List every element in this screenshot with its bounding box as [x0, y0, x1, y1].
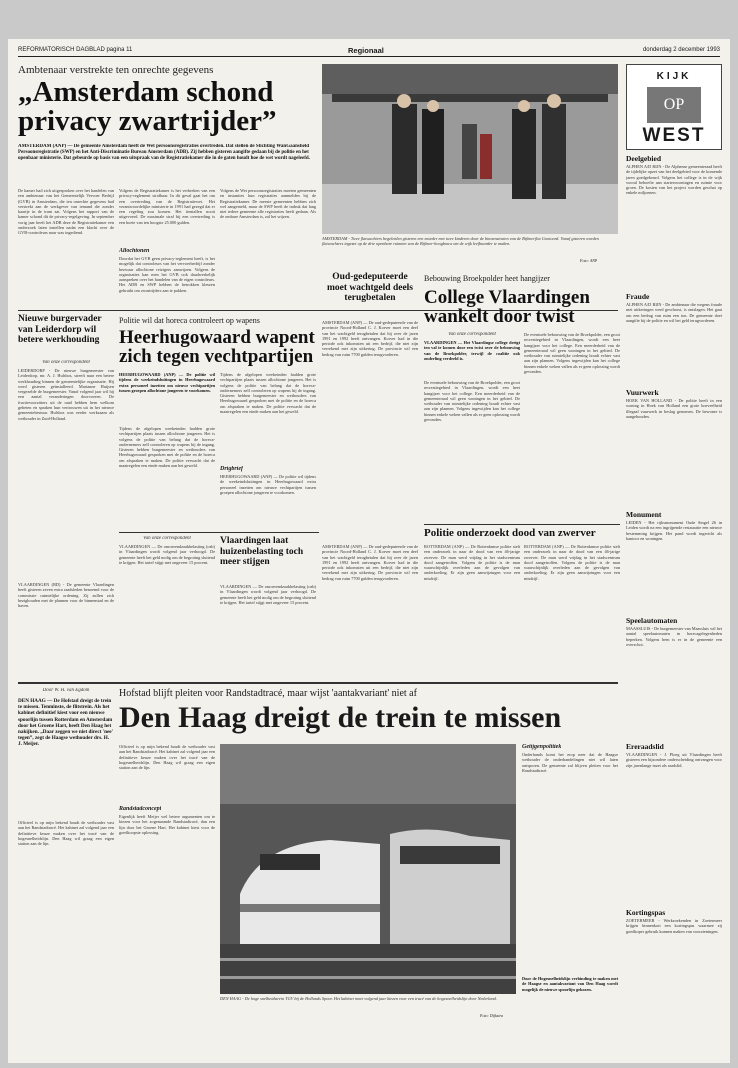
- photo1-credit: Foto: ANP: [580, 258, 598, 263]
- sidebar-title-6: Kortingspas: [626, 908, 666, 917]
- vlaar-body-2: De eventuele bebouwing van de Broekpolder, een groot recreatiegebied in Vlaardingen, wordt een heet hangijzer voor het college. Een meerderheid van de gemeenteraad wil geen woningen in het gebied. De wethouder van ruimtelijke ordening houdt echter vast aan zijn plannen. Volgens ingewijden kan het college binnen enkele weken vallen als er geen oplossing wordt gevonden.: [524, 332, 620, 375]
- leiderdorp-byline: Van onze correspondent: [42, 360, 90, 365]
- sidebar-text-6: ZOETERMEER - Werkzoekenden in Zoetermeer krijgen binnenkort een kortingspas waarmee zij goedkoper gebruik kunnen maken van voorzieningen.: [626, 918, 722, 934]
- sidebar-text-0: ALPHEN A/D RIJN - De Alphense gemeenteraad heeft de tijdelijke opzet van het deelgebied voor de komende jaren goedgekeurd. Volgens het college is in de wijk vooral behoefte aan starterswoningen en ruimte voor groen. De kosten van het project worden geschat op enkele miljoenen.: [626, 164, 722, 196]
- denhaag-body-1: Officieel is op mijn bekend houdt de wethouder vast aan het Randstadtracé. Het kabinet zal volgend jaar een definitieve keuze maken over het tracé van de hogesnelheidslijn. Den Haag wil graag een eigen station aan de lijn.: [18, 820, 114, 847]
- divider: [424, 524, 620, 525]
- denhaag-title: Den Haag dreigt de trein te missen: [119, 702, 562, 734]
- vlaar-lead: VLAARDINGEN — Het Vlaardingse college dreigt ten val te komen door een twist over de bebouwing van de Broekpolder, terwijl de coalitie ook onderling verdeeld is.: [424, 340, 520, 361]
- photo2-caption: DEN HAAG - De hoge snelheidstrein TGV bij de Hollands Spoor. Het kabinet moet volgend jaar kiezen voor een tracé van de hogesnelheidslijn door Nederland.: [220, 996, 497, 1001]
- vlaar-byline: Van onze correspondent: [448, 332, 496, 337]
- heer-body-3: HEERHUGOWAARD (ANP) — De politie wil tijdens de weekeindsluitingen in Heerhugowaard extra personeel inzetten om nieuwe vechtpartijen tussen groepen allochtone jongeren te voorkomen.: [220, 474, 316, 495]
- logo-top: KIJK: [656, 71, 692, 82]
- heer-kicker: Politie wil dat horeca controleert op wapens: [119, 316, 260, 325]
- vlaar-title: College Vlaardingen wankelt door twist: [424, 288, 590, 327]
- sidebar-title-2: Vuurwerk: [626, 388, 659, 397]
- photo-flatwachters-art: [322, 64, 618, 234]
- photo-tgv-art: [220, 744, 516, 994]
- sidebar-text-5: VLAARDINGEN - J. Ploeg uit Vlaardingen heeft gisteren een bijzondere onderscheiding ontvangen voor zijn jarenlange inzet als raadslid.: [626, 752, 722, 768]
- leiderdorp-text: LEIDERDORP - De nieuwe burgemeester van Leiderdorp, mr. A. J. Hulsbos, streeft naar een betere werkhouding binnen de gemeentelijke organisatie. Hij werd gisteren geïnstalleerd. Marianne Huijsen vergezelde de burgemeester. Vanaf volgend jaar wil hij een aantal veranderingen doorvoeren. De fractievoorzitters uit de raad hebben hem welkom geheten en spraken hun vertrouwen uit in het nieuwe gemeentebestuur. Hulsbos was eerder werkzaam als wethouder in Zuid-Holland.: [18, 368, 114, 421]
- sidebar-title-0: Deelgebied: [626, 154, 661, 163]
- sidebar-logo: [626, 64, 722, 150]
- oud-title: Oud-gedeputeerde moet wachtgeld deels terugbetalen: [326, 272, 413, 303]
- denhaag-kicker: Hofstad blijft pleiten voor Randstadtracé, maar wijst 'aantakvariant' niet af: [119, 688, 417, 699]
- sidebar-text-3: LEIDEN - Het rijksmonument Oude Singel 26 in Leiden wordt na een ingrijpende restauratie een nieuwe bestemming krijgen. Het pand wordt ingericht als kantoor en woningen.: [626, 520, 722, 541]
- huizen-title: Vlaardingen laat huizenbelasting toch meer stijgen: [220, 536, 304, 567]
- denhaag-sub: Randstadconcept: [119, 806, 162, 812]
- heer-body-2: Tijdens de afgelopen weekeinden hadden grote vechtpartijen plaats tussen allochtone jongeren. Het is volgens de politie van belang dat de horeca-ondernemers zelf controleren op wapens bij de ingang. Gisteren hebben burgemeester en wethouders van Heerhugowaard gesproken met de politie en de horeca om afspraken te maken. De politie verwacht dat de maatregelen een einde maken aan het geweld.: [220, 372, 316, 415]
- main-body-4: Volgens de Wet persoonsregistraties moeten gemeenten en instanties hun registraties aanmelden bij de Registratiekamer. De meeste gemeenten hebben zich wel aangemeld, maar de SWP heeft de indruk dat lang niet iedere gemeente alle registraties heeft gedaan. Als de ombare Amsterdam is, zal het wijzen.: [220, 188, 316, 220]
- section-title: Regionaal: [348, 46, 384, 55]
- main-body-2: Volgens de Registratiekamer is het verbreken van een privacy-reglement strafbaar. In dit geval gaat het om een overtreding van de Registratiewet. Het verantwoordelijke ministerie in 1991 had gezegd dat er een regeling zou komen. Het tientallen nooit uitgevoerd. De maximale straf bij een overtreding is een boete van ten hoogste 25.000 gulden.: [119, 188, 215, 225]
- divider: [119, 532, 319, 533]
- oud-text-2: AMSTERDAM (ANP) — De oud-gedeputeerde van de provincie Noord-Holland C. J. Korver moet een deel van het wachtgeld terugbetalen dat hij over de jaren 1991 en 1992 heeft ontvangen. Korver had in die periode ook inkomsten uit een bedrijf, die niet zijn verrekend met zijn uitkering. De provincie wil een bedrag van ruim 7700 gulden terugvorderen.: [322, 544, 418, 581]
- leiderdorp-title: Nieuwe burgervader van Leiderdorp wil betere werkhouding: [18, 314, 102, 345]
- oud-text: AMSTERDAM (ANP) — De oud-gedeputeerde van de provincie Noord-Holland C. J. Korver moet een deel van het wachtgeld terugbetalen dat hij over de jaren 1991 en 1992 heeft ontvangen. Korver had in die periode ook inkomsten uit een bedrijf, die niet zijn verrekend met zijn uitkering. De provincie wil een bedrag van ruim 7700 gulden terugvorderen.: [322, 320, 418, 357]
- divider: [18, 682, 618, 684]
- denhaag-body-1b: Officieel is op mijn bekend houdt de wethouder vast aan het Randstadtracé. Het kabinet zal volgend jaar een definitieve keuze maken over het tracé van de hogesnelheidslijn. Den Haag wil graag een eigen station aan de lijn.: [119, 744, 215, 771]
- huizen-text: VLAARDINGEN — De onroerendzaakbelasting (ozb) in Vlaardingen wordt volgend jaar verhoogd. De gemeente heeft het geld nodig om de begroting sluitend te krijgen. Het tarief stijgt met ongeveer 15 procent.: [119, 544, 215, 565]
- photo-flatwachters: [322, 64, 618, 234]
- logo-mid: OP: [647, 87, 701, 123]
- denhaag-bold-end: Door de Hogesnelheidslijn verbinding te maken met de Haagse en aantakvariant van Den Haag wordt mogelijk de nieuwe spoorlijn gekozen.: [522, 976, 618, 992]
- sidebar-title-4: Speelautomaten: [626, 616, 678, 625]
- sidebar-title-3: Monument: [626, 510, 662, 519]
- heer-body: Tijdens de afgelopen weekeinden hadden grote vechtpartijen plaats tussen allochtone jongeren. Het is volgens de politie van belang dat de horeca-ondernemers zelf controleren op wapens bij de ingang. Gisteren hebben burgemeester en wethouders van Heerhugowaard gesproken met de politie en de horeca om afspraken te maken. De politie verwacht dat de maatregelen een einde maken aan het geweld.: [119, 426, 215, 469]
- politie-text: ROTTERDAM (ANP) — De Rotterdamse politie stelt een onderzoek in naar de dood van een 46-jarige zwerver. De man werd vrijdag in het stadscentrum dood aangetroffen. Volgens de politie is de man waarschijnlijk overleden aan de gevolgen van onderkoeling. Er zijn geen aanwijzingen voor een misdrijf.: [424, 544, 520, 581]
- header-left: REFORMATORISCH DAGBLAD pagina 11: [18, 47, 133, 53]
- vlaar-kicker: Bebouwing Broekpolder heet hangijzer: [424, 274, 550, 283]
- denhaag-lead: DEN HAAG — De Hofstad dreigt de trein te missen. Tenminste, de flitstrein. Als het kabinet definitief kiest voor een nieuwe spoorlijn tussen Rotterdam en Amsterdam door het Groene Hart, heeft Den Haag het nakijken. „Daar zeggen we niet direct 'nee' tegen”, zegt de Haagse wethouder drs. H. J. Meijer.: [18, 698, 114, 748]
- huizen-byline: Van onze correspondent: [143, 536, 191, 541]
- denhaag-body-3: Onderhands komt het erop neer dat de Haagse wethouder de onderhandelingen niet wil laten ontsporen. De gemeente zal blijven pleiten voor het Randstadtracé.: [522, 752, 618, 773]
- sidebar-title-1: Fraude: [626, 292, 650, 301]
- heer-lead: HEERHUGOWAARD (ANP) — De politie wil tijdens de weekeindsluitingen in Heerhugowaard extra personeel inzetten om nieuwe vechtpartijen tussen groepen allochtone jongeren te voorkomen.: [119, 372, 215, 393]
- sidebar-text-2: HOEK VAN HOLLAND - De politie heeft in een woning in Hoek van Holland een grote hoeveelheid illegaal vuurwerk in beslag genomen. De bewoner is aangehouden.: [626, 398, 722, 419]
- page-header: [18, 45, 720, 57]
- denhaag-byline: Door W. H. van Egdom: [42, 688, 90, 693]
- header-date: donderdag 2 december 1993: [642, 47, 720, 53]
- main-title: „Amsterdam schond privacy zwartrijder”: [18, 78, 277, 137]
- sidebar-text-1: ALPHEN A/D RIJN - De ambtenaar die wegens fraude met uitkeringen werd geschorst, is ontslagen. Het gaat om een bedrag van ruim een ton. De gemeente doet aangifte bij de politie en wil het geld terugvorderen.: [626, 302, 722, 323]
- main-body-1: De kamer had zich uitgesproken over het handelen van een ambtenaar van het Gemeentelijk Vervoer Bedrijf (GVB) in Amsterdam, die ten onrechte gegevens had verstrekt aan de werkgever van iemand die zonder kaartje in de tram zat. Volgens het rapport van de kamer schond dit de privacy-regelgeving. In september vorig jaar heeft het ADB deze de Registratiekamer een onderzoek laten instellen nadat een klacht over de GVB-controleurs naar was ingediend.: [18, 188, 114, 236]
- main-lead: AMSTERDAM (ANP) — De gemeente Amsterdam heeft de Wet persoonsregistraties overtreden. Dat stellen de Stichting WanGaansheld Persoonsregistratie (SWP) en het Anti-Discriminatie Bureau Amsterdam (ADB). Zij hebben gisteren aangifte gedaan bij de politie en het openbaar ministerie. Dat gebeurde op basis van een uitspraak van de Registratiekamer die in de gaten houdt hoe de wet wordt nageleefd.: [18, 144, 310, 161]
- photo1-caption: AMSTERDAM - Twee flatwachters begeleiden gisteren een moeder met twee kinderen door de binnenstraten van de Bijlmerflat Gooioord. Vanaf gisteren worden flatwachters ingezet op de drie openbare ruimten van de Bijlmer-hoogbouw om de wijk leefbaarder te maken.: [322, 236, 599, 247]
- heer-sub: Drigbrief: [220, 466, 243, 472]
- politie-title: Politie onderzoekt dood van zwerver: [424, 528, 596, 539]
- logo-bottom: WEST: [642, 125, 706, 146]
- leiderdorp-sub-text: VLAARDINGEN (RD) - De gemeente Vlaardingen heeft gisteren zeven extra raadsleden benoemd voor de commissie ruimtelijke ordening. Zij zullen zich bezighouden met de plannen voor de binnenstad en de haven.: [18, 582, 114, 609]
- huizen-text-2: VLAARDINGEN — De onroerendzaakbelasting (ozb) in Vlaardingen wordt volgend jaar verhoogd. De gemeente heeft het geld nodig om de begroting sluitend te krijgen. Het tarief stijgt met ongeveer 15 procent.: [220, 584, 316, 605]
- photo2-credit: Foto: Dijkstra: [480, 1013, 503, 1018]
- heer-title: Heerhugowaard wapent zich tegen vechtpartijen: [119, 328, 315, 367]
- main-subhead: Allochtonen: [119, 248, 150, 254]
- main-kicker: Ambtenaar verstrekte ten onrechte gegevens: [18, 64, 214, 76]
- sidebar-text-4: MAASSLUIS - De burgemeester van Maassluis wil het aantal speelautomaten in horecagelegenheden beperken. Volgens hem is er in de gemeente een overschot.: [626, 626, 722, 647]
- denhaag-body-2: Eigenlijk heeft Meijer wel betere argumenten om te kiezen voor het zogenaamde Randstadtracé, dan een lijn door het Groene Hart. Het kabinet kiest voor de goedkoopste oplossing.: [119, 814, 215, 835]
- politie-text-2: ROTTERDAM (ANP) — De Rotterdamse politie stelt een onderzoek in naar de dood van een 46-jarige zwerver. De man werd vrijdag in het stadscentrum dood aangetroffen. Volgens de politie is de man waarschijnlijk overleden aan de gevolgen van onderkoeling. Er zijn geen aanwijzingen voor een misdrijf.: [524, 544, 620, 581]
- photo-tgv: [220, 744, 516, 994]
- vlaar-body: De eventuele bebouwing van de Broekpolder, een groot recreatiegebied in Vlaardingen, wordt een heet hangijzer voor het college. Een meerderheid van de gemeenteraad wil geen woningen in het gebied. De wethouder van ruimtelijke ordening houdt echter vast aan zijn plannen. Volgens ingewijden kan het college binnen enkele weken vallen als er geen oplossing wordt gevonden.: [424, 380, 520, 423]
- denhaag-sub2: Getijgenpolitiek: [522, 744, 562, 750]
- sidebar-title-5: Ereraadslid: [626, 742, 664, 751]
- main-body-3: Doordat het GVB geen privacy-reglement heeft, is het mogelijk dat controleurs van het vervoerbedrijf zonder bezwaar allochtone reizigers aanwijzen. Volgens de organisaties kan men het GVB ook daadwerkelijk aanspreken over het handelen van de eigen controleurs. Het ADB en SWP hebben de betrokken kleuren gebruikt om zwartrijders aan te pakken.: [119, 256, 215, 293]
